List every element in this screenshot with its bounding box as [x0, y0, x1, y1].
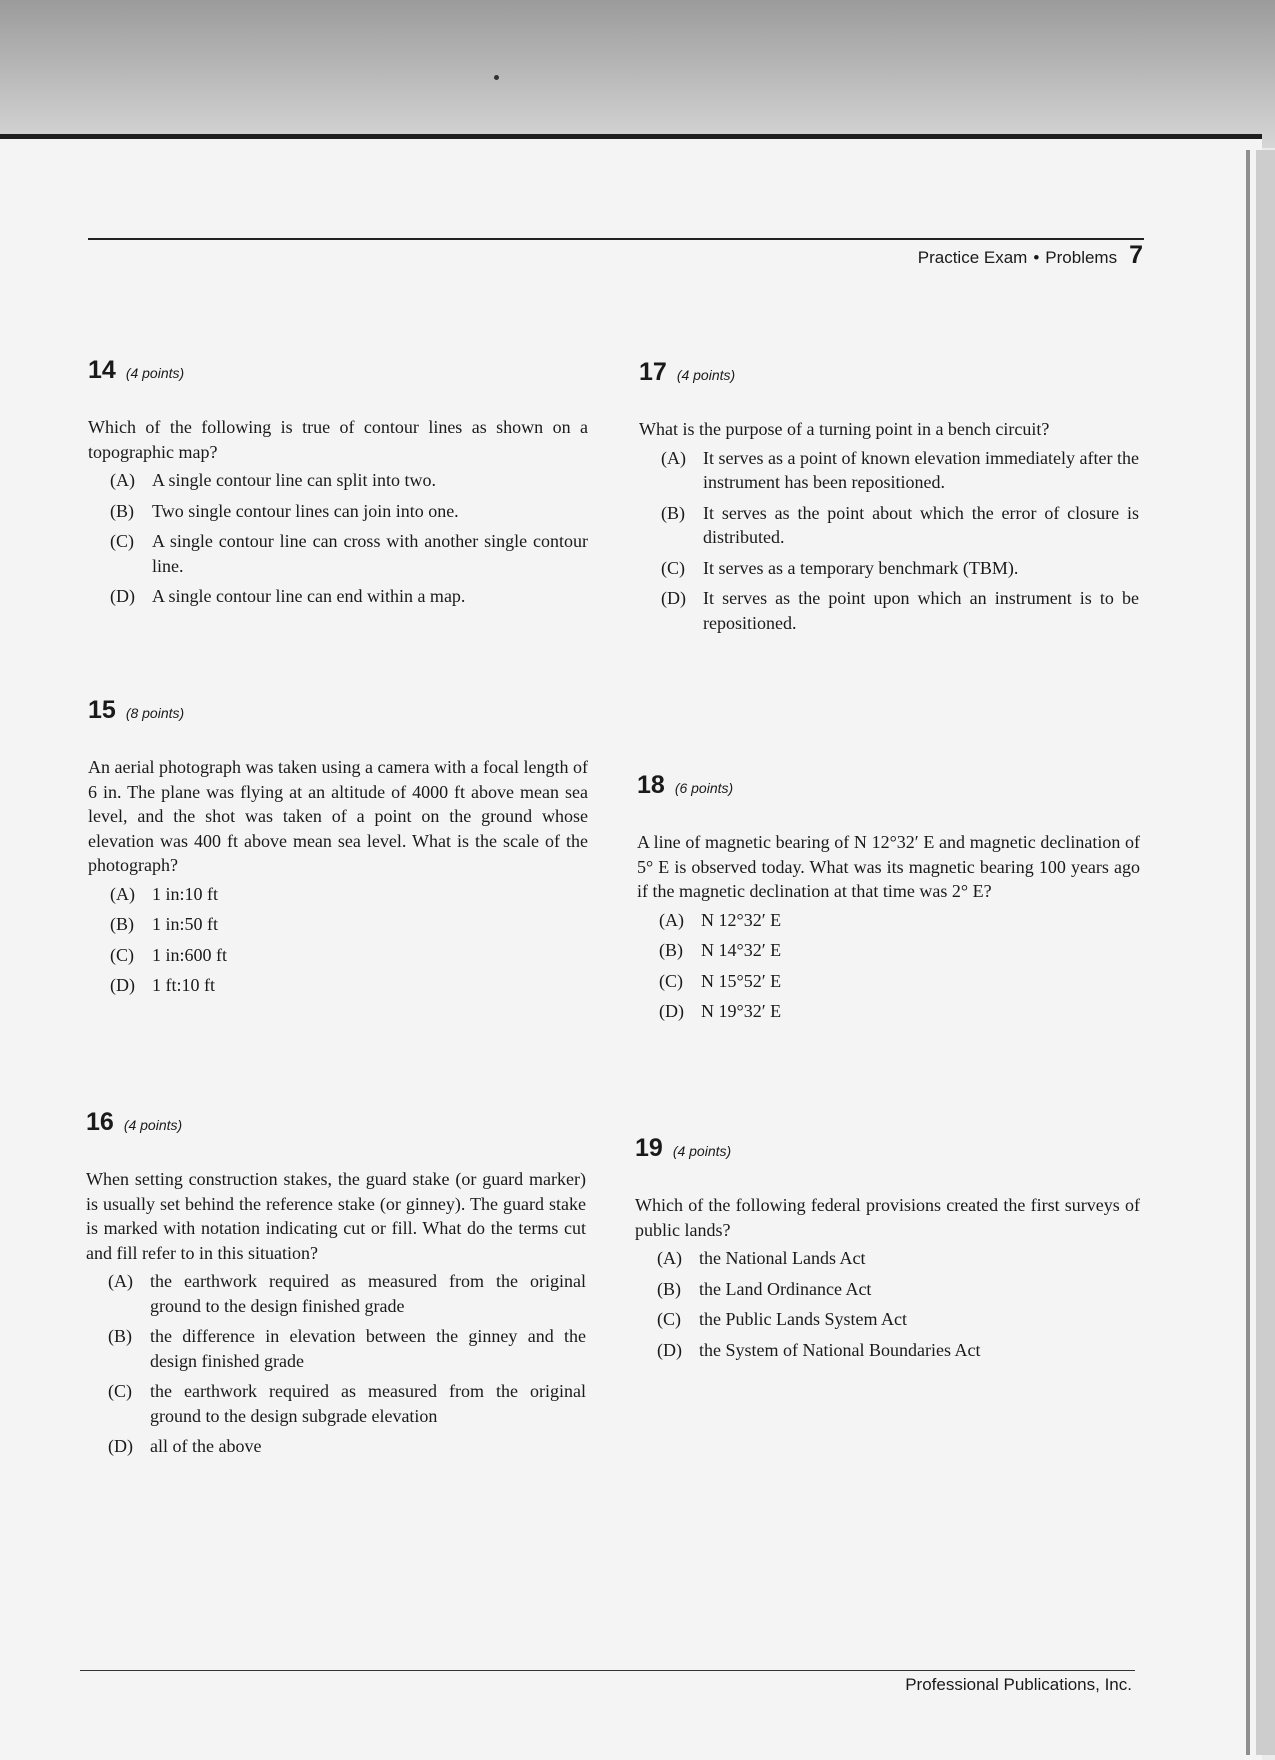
option-text: the National Lands Act	[699, 1248, 866, 1268]
option-text: Two single contour lines can join into one.	[152, 500, 459, 521]
option-list	[88, 882, 588, 998]
option-d	[88, 973, 588, 998]
option-letter: (C)	[661, 557, 685, 578]
question-header	[86, 1108, 586, 1137]
publisher-footer: Professional Publications, Inc.	[905, 1675, 1132, 1694]
option-text: 1 in:10 ft	[152, 883, 218, 904]
option-text: the earthwork required as measured from the original ground to the design finished grade	[150, 1271, 586, 1316]
option-b	[637, 938, 1140, 963]
option-letter: (B)	[661, 502, 685, 523]
option-letter: (D)	[110, 586, 135, 606]
question-stem: Which of the following federal provisions created the first surveys of public lands?	[635, 1195, 1140, 1240]
option-text: N 15°52′ E	[701, 970, 782, 991]
question-number: 15	[88, 696, 116, 724]
option-letter: (C)	[110, 944, 134, 965]
option-b	[639, 501, 1139, 550]
option-letter: (D)	[657, 1339, 682, 1360]
option-text: the earthwork required as measured from the original ground to the design subgrade elevation	[150, 1381, 586, 1426]
question-15	[88, 696, 588, 1004]
question-14	[88, 356, 588, 615]
option-list	[639, 446, 1139, 636]
option-list	[86, 1269, 586, 1459]
option-text: the Public Lands System Act	[699, 1309, 907, 1329]
question-header	[88, 696, 588, 725]
header-bullet: •	[1033, 248, 1040, 267]
option-c	[639, 556, 1139, 581]
option-text: 1 in:50 ft	[152, 914, 218, 934]
header-subsection: Problems	[1045, 248, 1118, 267]
option-text: N 12°32′ E	[701, 909, 782, 930]
option-a	[88, 468, 588, 493]
option-b	[86, 1324, 586, 1373]
option-letter: (B)	[110, 500, 134, 521]
page-edge-margin	[1256, 150, 1275, 1755]
question-points: (6 points)	[674, 780, 734, 796]
option-c	[635, 1307, 1140, 1332]
option-letter: (B)	[657, 1278, 681, 1299]
scan-speck	[494, 75, 499, 80]
option-text: the difference in elevation between the ginney and the design finished grade	[150, 1326, 586, 1371]
question-19	[635, 1134, 1140, 1368]
question-points: (8 points)	[125, 705, 185, 721]
option-c	[88, 943, 588, 968]
option-letter: (A)	[657, 1248, 682, 1268]
option-text: the System of National Boundaries Act	[699, 1339, 981, 1360]
option-text: the Land Ordinance Act	[699, 1278, 872, 1299]
option-c	[637, 969, 1140, 994]
option-letter: (D)	[110, 975, 135, 995]
option-letter: (D)	[661, 588, 686, 608]
question-header	[88, 356, 588, 385]
option-text: A single contour line can end within a map.	[152, 586, 466, 606]
question-stem: When setting construction stakes, the guard stake (or guard marker) is usually set behind the reference stake (or ginney). The guard stake is marked with notation indicating cut or fill. What do the terms cut and fill refer to in this situation?	[86, 1169, 586, 1263]
option-d	[635, 1338, 1140, 1363]
question-number: 17	[639, 358, 667, 386]
option-letter: (C)	[657, 1309, 681, 1329]
question-header	[635, 1134, 1140, 1163]
option-a	[635, 1246, 1140, 1271]
option-c	[88, 529, 588, 578]
question-stem: A line of magnetic bearing of N 12°32′ E and magnetic declination of 5° E is observed today. What was its magnetic bearing 100 years ago if the magnetic declination at that time was 2° E?	[637, 832, 1140, 901]
option-letter: (B)	[659, 940, 683, 960]
option-d	[88, 584, 588, 609]
option-text: all of the above	[150, 1436, 262, 1456]
header-section: Practice Exam	[917, 248, 1028, 267]
option-text: It serves as the point about which the error of closure is distributed.	[703, 502, 1139, 547]
option-text: N 14°32′ E	[701, 940, 782, 960]
question-points: (4 points)	[672, 1143, 732, 1159]
option-b	[88, 499, 588, 524]
option-letter: (A)	[110, 883, 135, 904]
page-number: 7	[1129, 241, 1143, 269]
header-rule	[88, 238, 1144, 240]
question-header	[637, 771, 1140, 800]
option-b	[88, 912, 588, 937]
option-text: It serves as the point upon which an instrument is to be repositioned.	[703, 588, 1139, 633]
question-points: (4 points)	[676, 367, 736, 383]
option-text: 1 ft:10 ft	[152, 975, 215, 995]
question-stem: An aerial photograph was taken using a camera with a focal length of 6 in. The plane was flying at an altitude of 4000 ft above mean sea level, and the shot was taken of a point on the ground whose elevation was 400 ft above mean sea level. What is the scale of the photograph?	[88, 757, 588, 875]
running-header	[918, 241, 1143, 270]
question-18	[637, 771, 1140, 1030]
option-letter: (C)	[110, 531, 134, 551]
option-letter: (A)	[108, 1271, 133, 1291]
question-points: (4 points)	[125, 365, 185, 381]
question-number: 19	[635, 1134, 663, 1162]
option-text: A single contour line can cross with another single contour line.	[152, 531, 588, 576]
option-text: 1 in:600 ft	[152, 944, 227, 965]
option-text: It serves as a temporary benchmark (TBM).	[703, 557, 1019, 578]
option-letter: (C)	[659, 970, 683, 991]
question-stem: What is the purpose of a turning point in a bench circuit?	[639, 419, 1050, 439]
question-header	[639, 358, 1139, 387]
question-stem: Which of the following is true of contour lines as shown on a topographic map?	[88, 417, 588, 462]
option-a	[86, 1269, 586, 1318]
option-d	[637, 999, 1140, 1024]
option-a	[639, 446, 1139, 495]
question-number: 14	[88, 356, 116, 384]
option-d	[639, 586, 1139, 635]
option-c	[86, 1379, 586, 1428]
question-17	[639, 358, 1139, 641]
question-number: 18	[637, 771, 665, 799]
option-text: N 19°32′ E	[701, 1001, 782, 1021]
option-letter: (A)	[110, 470, 135, 490]
option-list	[635, 1246, 1140, 1362]
option-letter: (B)	[108, 1326, 132, 1346]
option-letter: (A)	[659, 909, 684, 930]
footer-rule	[80, 1670, 1135, 1671]
question-points: (4 points)	[123, 1117, 183, 1133]
option-a	[88, 882, 588, 907]
scanner-shadow	[0, 0, 1275, 148]
option-d	[86, 1434, 586, 1459]
option-list	[637, 908, 1140, 1024]
option-list	[88, 468, 588, 609]
option-letter: (D)	[108, 1436, 133, 1456]
option-letter: (D)	[659, 1001, 684, 1021]
option-letter: (B)	[110, 914, 134, 934]
question-number: 16	[86, 1108, 114, 1136]
option-text: A single contour line can split into two.	[152, 470, 436, 490]
option-letter: (A)	[661, 447, 686, 468]
option-b	[635, 1277, 1140, 1302]
page-edge	[1246, 150, 1250, 1755]
option-a	[637, 908, 1140, 933]
option-letter: (C)	[108, 1381, 132, 1401]
question-16	[86, 1108, 586, 1465]
option-text: It serves as a point of known elevation immediately after the instrument has been repositioned.	[703, 447, 1139, 492]
